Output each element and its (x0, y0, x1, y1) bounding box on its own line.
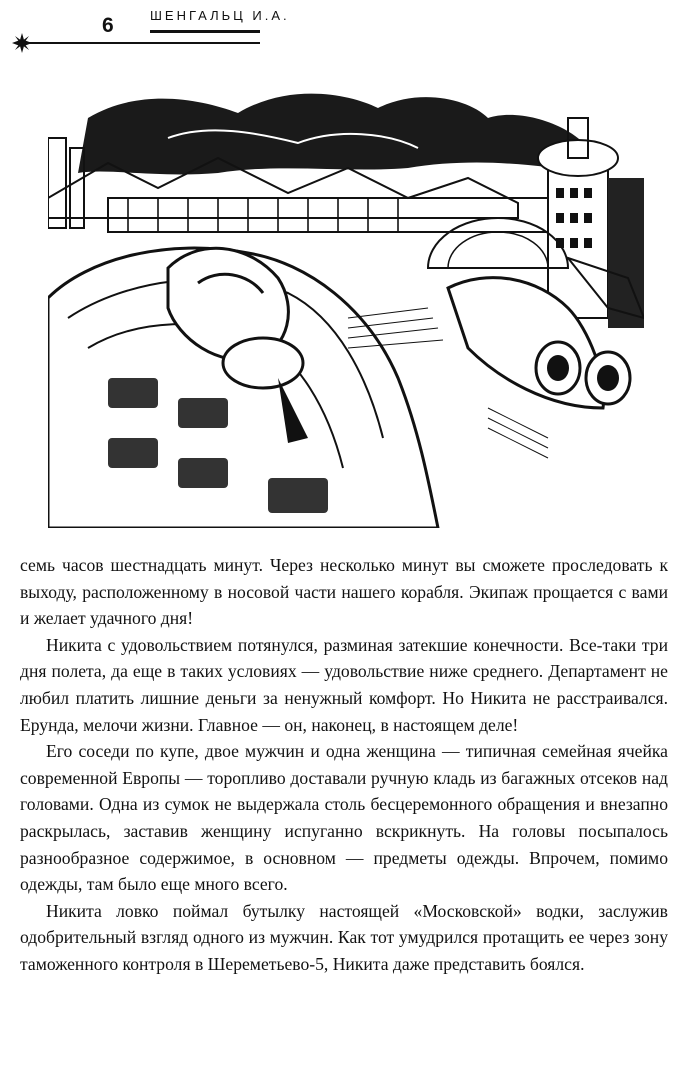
paragraph: семь часов шестнадцать минут. Через несколько минут вы сможете проследовать к выходу, расположенному в носовой части нашего корабля. Экипаж прощается с вами и желает удачного дня! (20, 555, 668, 629)
paragraph: Никита с удовольствием потянулся, разминая затекшие конечности. Все-таки три дня полета, да еще в таких условиях — удовольствие ниже среднего. Департамент не любил платить лишние деньги за ненужный комфорт. Но Никита не расстраивался. Ерунда, мелочи жизни. Главное — он, наконец, в настоящем деле! (20, 634, 668, 735)
body-text (20, 552, 668, 978)
title-rule (150, 30, 260, 33)
page-header (0, 0, 692, 60)
header-rule (26, 42, 260, 44)
spaceport-illustration (48, 78, 644, 528)
paragraph: Его соседи по купе, двое мужчин и одна женщина — типичная семейная ячейка современной Европы — торопливо доставали ручную кладь из багажных отсеков над головами. Одна из сумок не выдержала столь бесцеремонного обращения и внезапно раскрылась, заставив женщину испуганно вскрикнуть. На головы посыпалось разнообразное содержимое, в основном — предметы одежды. Впрочем, помимо одежды, там было еще много всего. (20, 741, 668, 895)
page-number: 6 (102, 14, 114, 37)
paragraph: Никита ловко поймал бутылку настоящей «Московской» водки, заслужив одобрительный взгляд одного из мужчин. Как тот умудрился протащить ее через зону таможенного контроля в Шереметьево-5, Никита даже представить боялся. (20, 900, 668, 974)
running-title: ШЕНГАЛЬЦ И.А. (150, 8, 290, 23)
